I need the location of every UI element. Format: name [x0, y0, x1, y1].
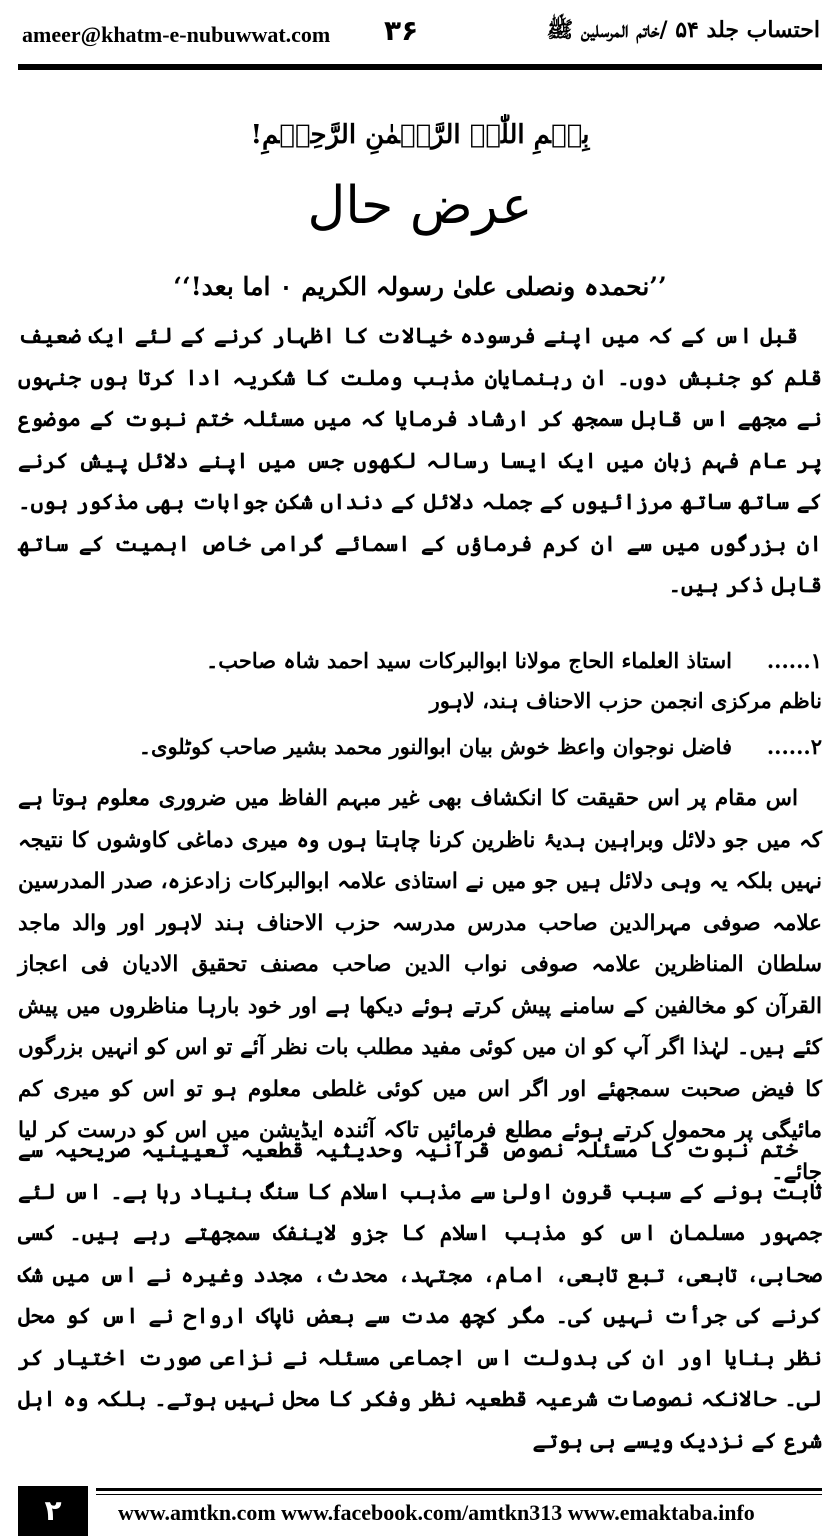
header-series-title: احتساب جلد ۵۴ /خاتم المرسلین ﷺ	[546, 17, 820, 43]
list-item-subtitle	[18, 688, 822, 728]
bismillah: بِسۡمِ اللّٰہِ الرَّحۡمٰنِ الرَّحِیۡمِ!	[250, 120, 590, 150]
paragraph-2-text: اس مقام پر اس حقیقت کا انکشاف بھی غیر مبہم الفاظ میں ضروری معلوم ہوتا ہے کہ میں جو دلائل وبراہین ہدیۂ ناظرین کرنا چاہتا ہوں وہ میری دماغی کاوشوں کا نتیجہ نہیں بلکہ یہ وہی دلائل ہیں جو میں نے استاذی علامہ ابوالبرکات زادعزہ، صدر المدرسین علامہ صوفی مہرالدین صاحب مدرس مدرسہ حزب الاحناف ہند لاہور اور والد ماجد سلطان المناظرین علامہ صوفی نواب الدین صاحب مصنف تحقیق الادیان فی اعجاز القرآن کو مخالفین کے سامنے پیش کرتے ہوئے دیکھا ہے اور خود بارہا مناظروں میں پیش کئے ہیں۔ لہٰذا اگر آپ کو ان میں کوئی مفید مطلب بات نظر آئے تو اس کو انہیں بزرگوں کا فیض صحبت سمجھئے اور اگر اس میں کوئی غلطی معلوم ہو تو اس کو میری کم مائیگی پر محمول کرتے ہوئے مطلع فرمائیں تاکہ آئندہ ایڈیشن میں اس کو درست کر لیا جائے۔	[18, 786, 822, 1185]
page-title: عرض حال	[307, 176, 533, 236]
list-item-sub-text: ناظم مرکزی انجمن حزب الاحناف ہند، لاہور	[429, 688, 822, 713]
paragraph-3-text: ختم نبوت کا مسئلہ نصوص قرآنیہ وحدیثیہ قطعیہ تعیینیہ صریحیہ سے ثابت ہونے کے سبب قرون اولیٰ سے مذہب اسلام کا سنگ بنیاد رہا ہے۔ اس لئے جمہور مسلمان اس کو مذہب اسلام کا جزو لاینفک سمجھتے رہے ہیں۔ کسی صحابی، تابعی، تبع تابعی، امام، مجتہد، محدث، مجدد وغیرہ نے اس میں شک کرنے کی جرأت نہیں کی۔ مگر کچھ مدت سے بعض ناپاک ارواح نے اس کو محل نظر بنایا اور ان کی بدولت اس اجماعی مسئلہ نے نزاعی صورت اختیار کر لی۔ حالانکہ نصوصات شرعیہ قطعیہ نظر وفکر کا محل نہیں ہوتے۔ بلکہ وہ اہل شرع کے نزدیک ویسے ہی ہوتے	[18, 1138, 822, 1454]
list-item-text: استاذ العلماء الحاج مولانا ابوالبرکات سید احمد شاہ صاحب۔	[205, 648, 732, 673]
footer-links: www.amtkn.com www.facebook.com/amtkn313 www.emaktaba.info	[118, 1500, 755, 1525]
list-item-text: فاضل نوجوان واعظ خوش بیان ابوالنور محمد بشیر صاحب کوٹلوی۔	[138, 734, 732, 759]
list-item	[18, 648, 822, 688]
page-header	[0, 0, 840, 64]
paragraph-1-text: قبل اس کے کہ میں اپنے فرسودہ خیالات کا اظہار کرنے کے لئے ایک ضعیف قلم کو جنبش دوں۔ ان رہنمایان مذہب وملت کا شکریہ ادا کرتا ہوں جنہوں نے مجھے اس قابل سمجھ کر ارشاد فرمایا کہ میں مسئلہ ختم نبوت کے موضوع پر عام فہم زبان میں ایک ایسا رسالہ لکھوں جس میں اپنے دلائل پیش کرنے کے ساتھ ساتھ مرزائیوں کے جملہ دلائل کے دنداں شکن جوابات بھی مذکور ہوں۔ ان بزرگوں میں سے ان کرم فرماؤں کے اسمائے گرامی خاص اہمیت کے ساتھ قابل ذکر ہیں۔	[18, 324, 822, 598]
footer-rule-thin	[96, 1494, 822, 1495]
list-item-number: ۱......	[766, 648, 822, 673]
header-divider	[18, 64, 822, 70]
hamd-line: ’’نحمدہ ونصلی علیٰ رسولہ الکریم ۰ اما بعد!‘‘	[173, 272, 667, 301]
header-email: ameer@khatm-e-nubuwwat.com	[22, 22, 331, 47]
list-item-number: ۲......	[766, 734, 822, 759]
list-item	[18, 734, 822, 774]
footer-page-number: ۲	[18, 1486, 88, 1536]
paragraph-3	[18, 1130, 822, 1462]
page-footer	[0, 1484, 840, 1540]
footer-rule	[96, 1488, 822, 1491]
paragraph-1	[18, 316, 822, 607]
header-page-number: ۳۶	[384, 14, 419, 47]
